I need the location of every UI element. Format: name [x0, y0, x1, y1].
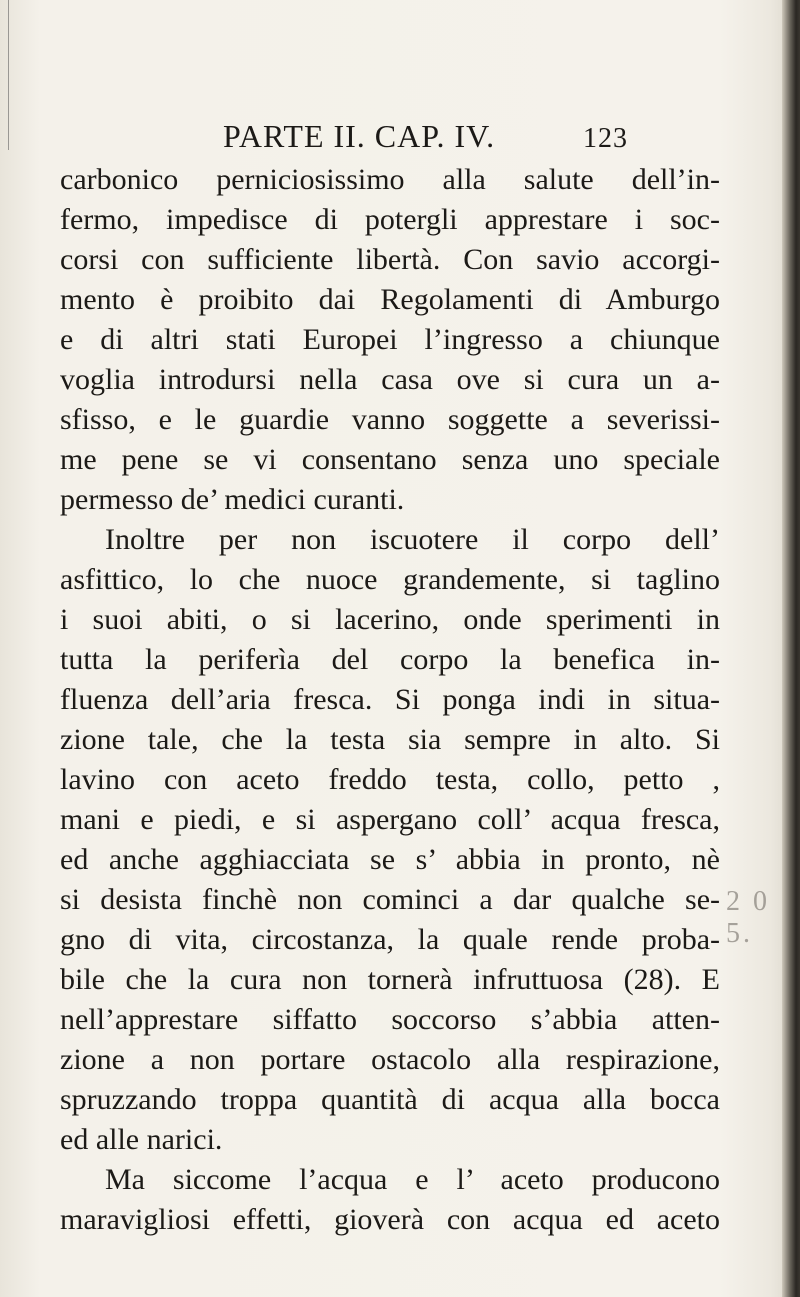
text-line: si desista finchè non cominci a dar qualche se- [60, 883, 720, 916]
text-line: me pene se vi consentano senza uno speciale [60, 443, 720, 476]
text-line: fermo, impedisce di potergli apprestare i soc- [60, 203, 720, 236]
text-line: maravigliosi effetti, gioverà con acqua ed aceto [60, 1203, 720, 1236]
body-text [60, 160, 720, 1240]
text-line: zione a non portare ostacolo alla respirazione, [60, 1043, 720, 1076]
text-line: spruzzando troppa quantità di acqua alla bocca [60, 1083, 720, 1116]
text-line: asfittico, lo che nuoce grandemente, si taglino [60, 563, 720, 596]
text-line: ed anche agghiacciata se s’ abbia in pronto, nè [60, 843, 720, 876]
text-line: mani e piedi, e si aspergano coll’ acqua fresca, [60, 803, 720, 836]
binding-edge [782, 0, 800, 1297]
text-line: nell’apprestare siffatto soccorso s’abbia atten- [60, 1003, 720, 1036]
text-line: corsi con sufficiente libertà. Con savio accorgi- [60, 243, 720, 276]
text-line: tutta la periferìa del corpo la benefica in- [60, 643, 720, 676]
text-line: Ma siccome l’acqua e l’ aceto producono [105, 1163, 720, 1196]
text-line: Inoltre per non iscuotere il corpo dell’ [105, 523, 720, 556]
left-rule [8, 0, 9, 150]
text-line: permesso de’ medici curanti. [60, 483, 405, 516]
text-line: zione tale, che la testa sia sempre in alto. Si [60, 723, 720, 756]
text-line: i suoi abiti, o si lacerino, onde sperimenti in [60, 603, 720, 636]
page-number: 123 [583, 123, 628, 154]
running-head-title: PARTE II. CAP. IV. [223, 118, 496, 154]
text-line: lavino con aceto freddo testa, collo, petto , [60, 763, 720, 796]
running-head [223, 118, 628, 160]
text-line: gno di vita, circostanza, la quale rende proba- [60, 923, 720, 956]
text-line: bile che la cura non tornerà infruttuosa (28). E [60, 963, 720, 996]
text-line: sfisso, e le guardie vanno soggette a severissi- [60, 403, 720, 436]
text-line: e di altri stati Europei l’ingresso a chiunque [60, 323, 720, 356]
text-line: mento è proibito dai Regolamenti di Amburgo [60, 283, 720, 316]
margin-mark: 2 0 5. [726, 886, 770, 949]
text-line: fluenza dell’aria fresca. Si ponga indi in situa- [60, 683, 720, 716]
text-line: ed alle narici. [60, 1123, 223, 1156]
text-line: voglia introdursi nella casa ove si cura un a- [60, 363, 720, 396]
text-line: carbonico perniciosissimo alla salute dell’in- [60, 163, 720, 196]
